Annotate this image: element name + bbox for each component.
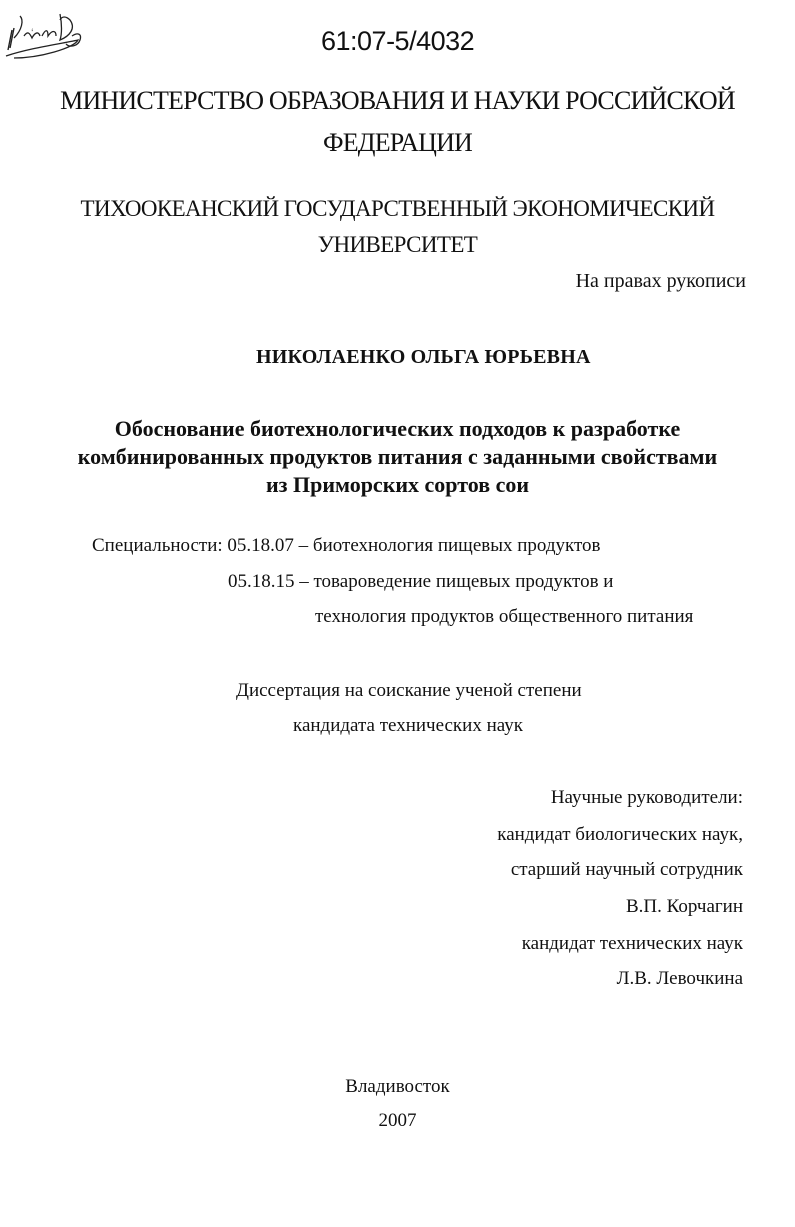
dissertation-line-2: кандидата технических наук [293,715,523,736]
dissertation-line-1: Диссертация на соискание ученой степени [236,680,582,701]
author-name: НИКОЛАЕНКО ОЛЬГА ЮРЬЕВНА [256,346,591,368]
specialty-line-3: технология продуктов общественного питания [315,606,694,627]
supervisor-1-degree: кандидат биологических наук, [497,824,743,845]
supervisor-1-name: В.П. Корчагин [625,896,743,917]
supervisors-heading: Научные руководители: [550,787,743,808]
specialty-line-1: Специальности: 05.18.07 – биотехнология пищевых продуктов [92,535,601,556]
year: 2007 [378,1110,417,1131]
archive-code: 61:07-5/4032 [321,26,475,56]
handwritten-signature [0,0,90,62]
city: Владивосток [345,1076,450,1097]
title-line-1: Обоснование биотехнологических подходов к разработке [114,416,681,441]
supervisor-2-name: Л.В. Левочкина [616,968,743,989]
supervisor-1-position: старший научный сотрудник [510,859,743,880]
supervisor-2-degree: кандидат технических наук [521,933,743,954]
title-line-2: комбинированных продуктов питания с заданными свойствами [77,444,718,469]
university-line-1: ТИХООКЕАНСКИЙ ГОСУДАРСТВЕННЫЙ ЭКОНОМИЧЕСКИЙ [80,196,715,221]
manuscript-note: На правах рукописи [575,270,746,292]
university-line-2: УНИВЕРСИТЕТ [317,232,478,257]
specialty-line-2: 05.18.15 – товароведение пищевых продуктов и [228,571,614,592]
ministry-line-2: ФЕДЕРАЦИИ [322,128,473,157]
ministry-line-1: МИНИСТЕРСТВО ОБРАЗОВАНИЯ И НАУКИ РОССИЙСКОЙ [60,86,735,115]
title-line-3: из Приморских сортов сои [265,472,530,497]
margin-tick-mark: ‘ [31,26,34,40]
